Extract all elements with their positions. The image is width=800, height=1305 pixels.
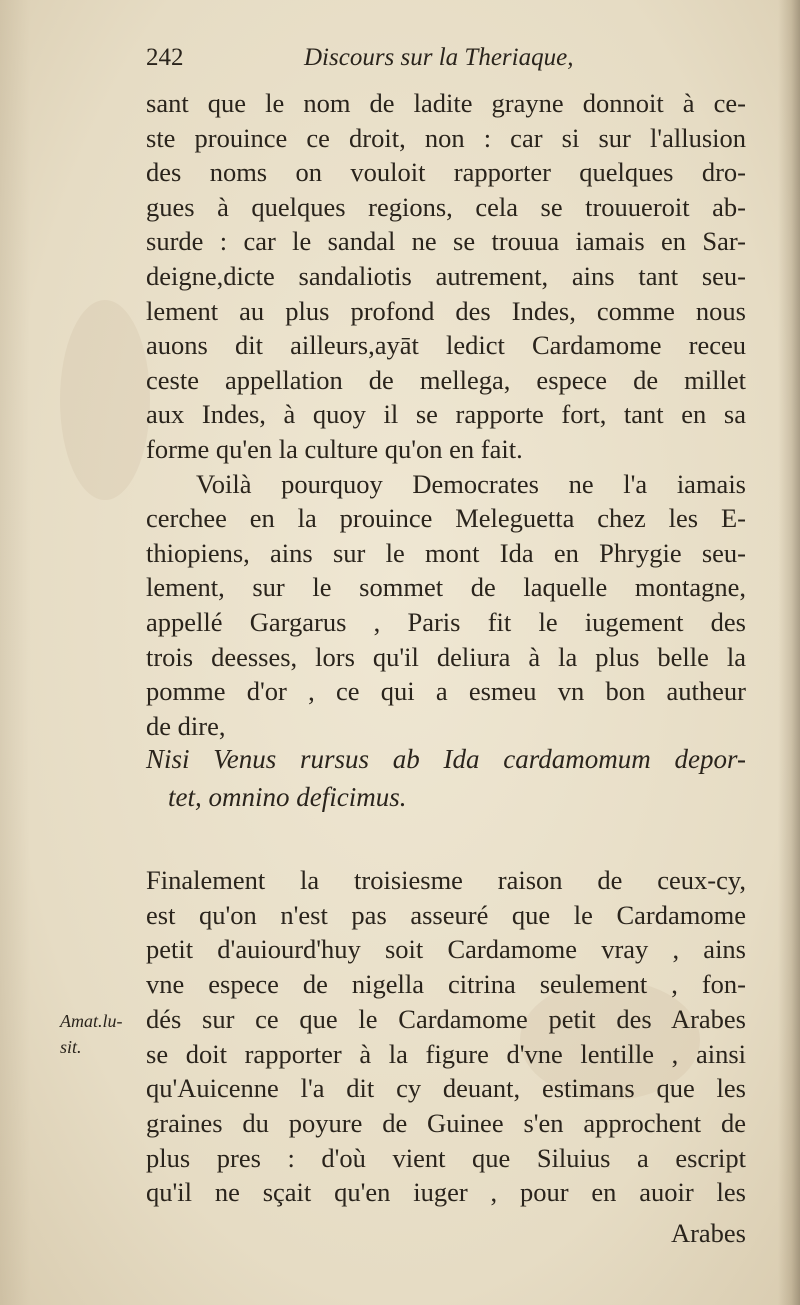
text-line: gues à quelques regions, cela se trouueroit ab- <box>146 191 746 222</box>
text-line: appellé Gargarus , Paris fit le iugement des <box>146 606 746 637</box>
paragraph-3 <box>146 863 746 1210</box>
text-line: deigne,dicte sandaliotis autrement, ains tant seu- <box>146 260 746 291</box>
paragraph-1-and-2 <box>146 86 746 743</box>
page-header <box>146 44 746 84</box>
text-line: dés sur ce que le Cardamome petit des Arabes <box>146 1003 746 1034</box>
text-line: trois deesses, lors qu'il deliura à la plus belle la <box>146 641 746 672</box>
page-left-shadow <box>0 0 30 1305</box>
text-line: Voilà pourquoy Democrates ne l'a iamais <box>196 468 746 499</box>
text-line: plus pres : d'où vient que Siluius a escript <box>146 1142 746 1173</box>
text-line: ceste appellation de mellega, espece de millet <box>146 364 746 395</box>
text-line: thiopiens, ains sur le mont Ida en Phrygie seu- <box>146 537 746 568</box>
margin-note-line: sit. <box>60 1037 82 1057</box>
text-line: de dire, <box>146 710 226 741</box>
quote-line: Nisi Venus rursus ab Ida cardamomum depor- <box>146 744 746 774</box>
text-line: se doit rapporter à la figure d'vne lentille , ainsi <box>146 1038 746 1069</box>
text-line: lement au plus profond des Indes, comme nous <box>146 295 746 326</box>
text-line: qu'il ne sçait qu'en iuger , pour en auoir les <box>146 1177 746 1208</box>
margin-note <box>60 1008 123 1060</box>
text-line: surde : car le sandal ne se trouua iamais en Sar- <box>146 226 746 257</box>
text-line: des noms on vouloit rapporter quelques dro- <box>146 157 746 188</box>
paper-stain <box>60 300 150 500</box>
text-line: qu'Auicenne l'a dit cy deuant, estimans que les <box>146 1073 746 1104</box>
text-line: vne espece de nigella citrina seulement , fon- <box>146 969 746 1000</box>
text-line: aux Indes, à quoy il se rapporte fort, tant en sa <box>146 399 746 430</box>
latin-quotation <box>146 740 746 816</box>
text-line: graines du poyure de Guinee s'en approchent de <box>146 1107 746 1138</box>
page-right-shadow <box>778 0 800 1305</box>
running-head: Discours sur la Theriaque, <box>304 44 574 71</box>
text-line: petit d'auiourd'huy soit Cardamome vray , ains <box>146 934 746 965</box>
page-number: 242 <box>146 44 184 71</box>
quote-line: tet, omnino deficimus. <box>168 782 407 812</box>
text-line: auons dit ailleurs,ayāt ledict Cardamome receu <box>146 330 746 361</box>
catchword: Arabes <box>670 1218 746 1248</box>
text-line: forme qu'en la culture qu'on en fait. <box>146 433 523 464</box>
text-line: ste prouince ce droit, non : car si sur l'allusion <box>146 122 746 153</box>
text-line: sant que le nom de ladite grayne donnoit à ce- <box>146 88 746 118</box>
text-line: cerchee en la prouince Meleguetta chez les E- <box>146 503 746 534</box>
margin-note-line: Amat.lu- <box>60 1011 123 1031</box>
text-line: pomme d'or , ce qui a esmeu vn bon autheur <box>146 676 746 707</box>
text-line: est qu'on n'est pas asseuré que le Cardamome <box>146 899 746 930</box>
text-line: Finalement la troisiesme raison de ceux-cy, <box>146 865 746 895</box>
text-line: lement, sur le sommet de laquelle montagne, <box>146 572 746 603</box>
